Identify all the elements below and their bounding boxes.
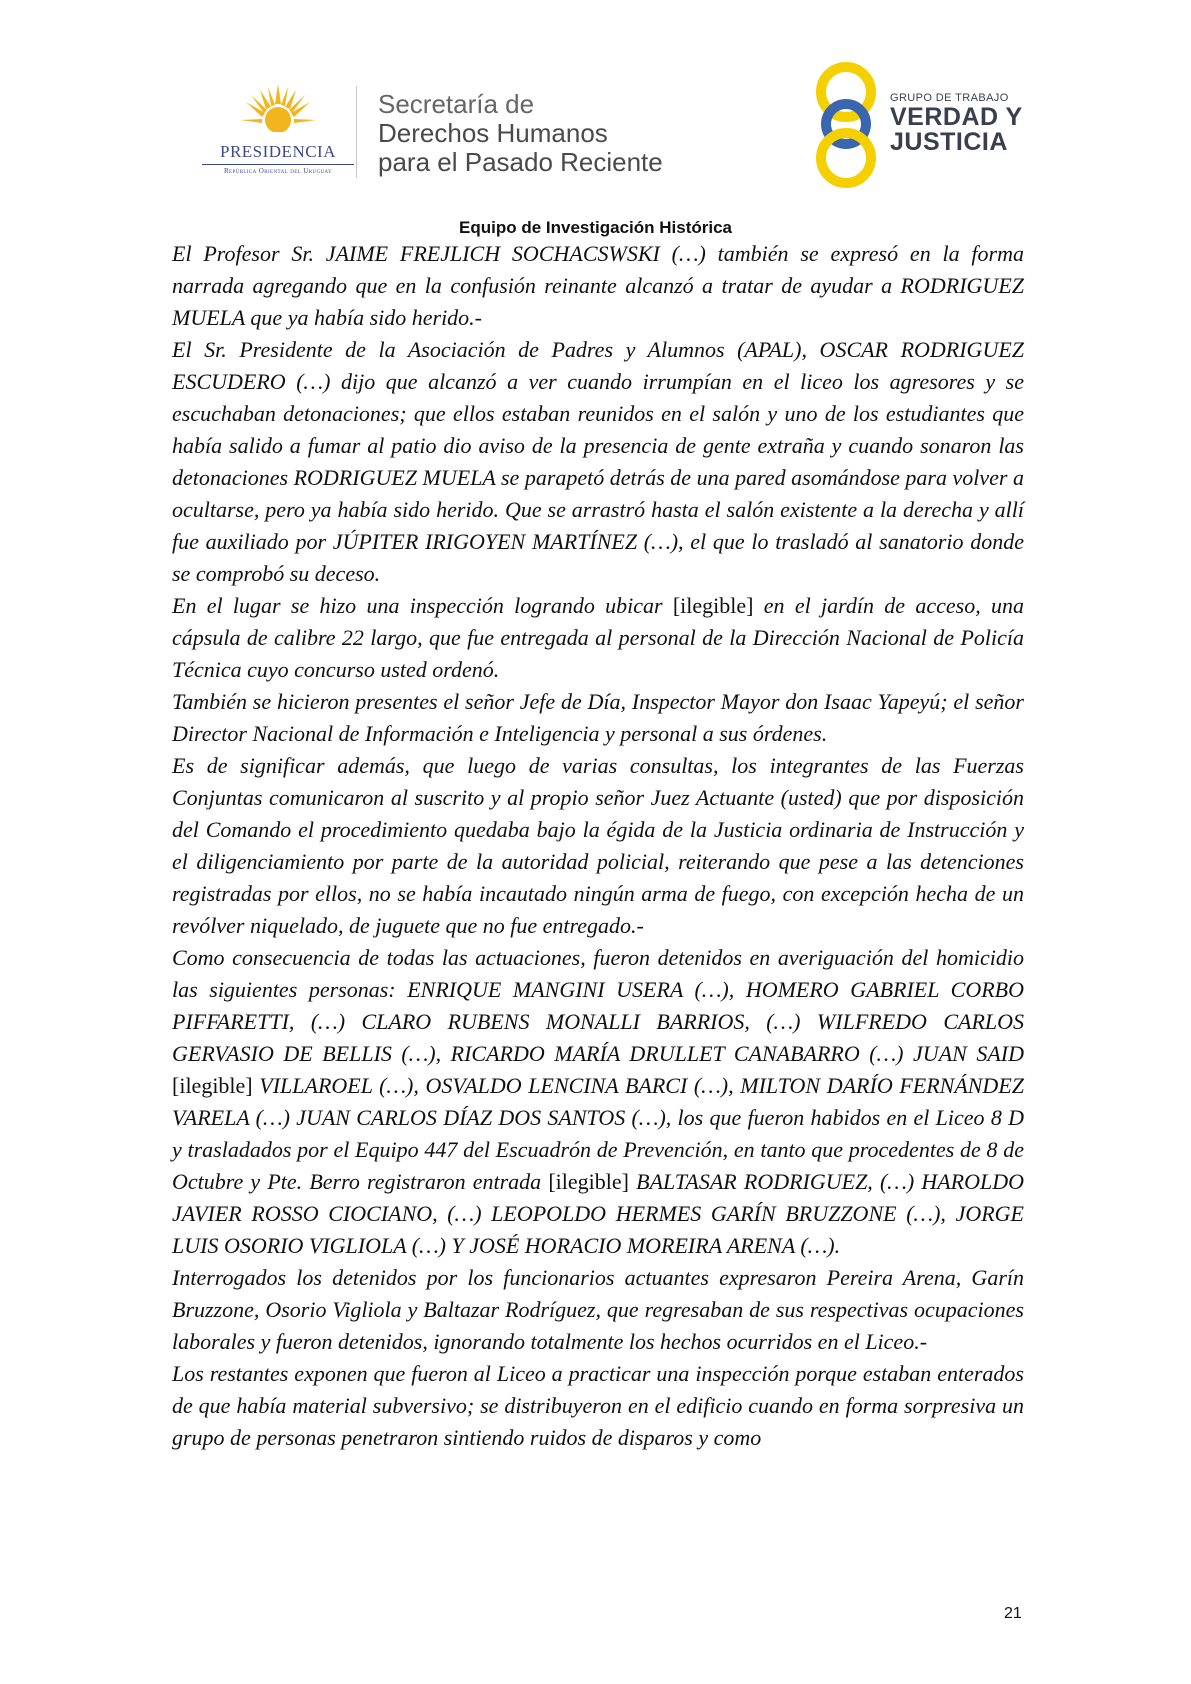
- paragraph-text: Los restantes exponen que fueron al Liceo a practicar una inspección porque estaban enterados de que había material subversivo; se distribuyeron en el edificio cuando en forma sorpresiva un grupo de personas penetraron sintiendo ruidos de disparos y como: [172, 1361, 1024, 1450]
- presidencia-divider: [202, 164, 354, 165]
- grupo-line-3: JUSTICIA: [890, 128, 1008, 156]
- page-number: 21: [1004, 1605, 1022, 1622]
- illegible-marker: [ilegible]: [172, 1073, 253, 1098]
- presidencia-logo: [198, 82, 358, 182]
- document-header: [0, 0, 1191, 215]
- paragraph-text: VILLAROEL (…), OSVALDO LENCINA BARCI (…), MILTON DARÍO FERNÁNDEZ VARELA (…) JUAN CARLOS DÍAZ DOS SANTOS (…), los que fueron habidos en el Liceo 8 D y trasladados por el Equipo 447 del Escuadrón de Prevención, en tanto que procedentes de 8 de Octubre y Pte. Berro registraron entrada: [172, 1073, 1024, 1194]
- paragraph-text: En el lugar se hizo una inspección logrando ubicar: [172, 593, 673, 618]
- paragraph-text: El Profesor Sr. JAIME FREJLICH SOCHACSWSKI (…) también se expresó en la forma narrada agregando que en la confusión reinante alcanzó a tratar de ayudar a RODRIGUEZ MUELA que ya había sido herido.-: [172, 241, 1024, 330]
- paragraph: [172, 1358, 1024, 1454]
- paragraph-text: El Sr. Presidente de la Asociación de Padres y Alumnos (APAL), OSCAR RODRIGUEZ ESCUDERO (…) dijo que alcanzó a ver cuando irrumpían en el liceo los agresores y se escuchaban detonaciones; que ellos estaban reunidos en el salón y uno de los estudiantes que había salido a fumar al patio dio aviso de la presencia de gente extraña y cuando sonaron las detonaciones RODRIGUEZ MUELA se parapetó detrás de una pared asomándose para volver a ocultarse, pero ya había sido herido. Que se arrastró hasta el salón existente a la derecha y allí fue auxiliado por JÚPITER IRIGOYEN MARTÍNEZ (…), el que lo trasladó al sanatorio donde se comprobó su deceso.: [172, 337, 1024, 586]
- team-title: Equipo de Investigación Histórica: [459, 218, 732, 237]
- paragraph-text: También se hicieron presentes el señor Jefe de Día, Inspector Mayor don Isaac Yapeyú; el señor Director Nacional de Información e Inteligencia y personal a sus órdenes.: [172, 689, 1024, 746]
- paragraph-text: Interrogados los detenidos por los funcionarios actuantes expresaron Pereira Arena, Garín Bruzzone, Osorio Vigliola y Baltazar Rodríguez, que regresaban de sus respectivas ocupaciones laborales y fueron detenidos, ignorando totalmente los hechos ocurridos en el Liceo.-: [172, 1265, 1024, 1354]
- paragraph: [172, 590, 1024, 686]
- presidencia-title: PRESIDENCIA: [219, 142, 336, 161]
- linked-rings-icon: [810, 62, 890, 192]
- document-body: [172, 238, 1024, 1454]
- verdad-justicia-logo: [810, 62, 1040, 192]
- paragraph-text: BALTASAR RODRIGUEZ, (…) HAROLDO JAVIER ROSSO CIOCIANO, (…) LEOPOLDO HERMES GARÍN BRUZZONE (…), JORGE LUIS OSORIO VIGLIOLA (…) Y JOSÉ HORACIO MOREIRA ARENA (…).: [172, 1169, 1024, 1258]
- illegible-marker: [ilegible]: [672, 593, 754, 618]
- presidencia-subtitle: República Oriental del Uruguay: [223, 167, 333, 175]
- paragraph-text: en el jardín de acceso, una cápsula de calibre 22 largo, que fue entregada al personal de la Dirección Nacional de Policía Técnica cuyo concurso usted ordenó.: [172, 593, 1025, 682]
- paragraph: [172, 942, 1024, 1262]
- illegible-marker: [ilegible]: [548, 1169, 629, 1194]
- grupo-line-1: GRUPO DE TRABAJO: [890, 92, 1009, 104]
- paragraph-text: Es de significar además, que luego de varias consultas, los integrantes de las Fuerzas Conjuntas comunicaron al suscrito y al propio señor Juez Actuante (usted) que por disposición del Comando el procedimiento quedaba bajo la égida de la Justicia ordinaria de Instrucción y el diligenciamiento por parte de la autoridad policial, reiterando que pese a las detenciones registradas por ellos, no se había incautado ningún arma de fuego, con excepción hecha de un revólver niquelado, de juguete que no fue entregado.-: [172, 753, 1024, 938]
- paragraph: [172, 334, 1024, 590]
- sun-emblem-icon: [240, 82, 316, 144]
- paragraph: [172, 1262, 1024, 1358]
- paragraph: [172, 686, 1024, 750]
- paragraph: [172, 238, 1024, 334]
- paragraph-text: Como consecuencia de todas las actuaciones, fueron detenidos en averiguación del homicidio las siguientes personas: ENRIQUE MANGINI USERA (…), HOMERO GABRIEL CORBO PIFFARETTI, (…) CLARO RUBENS MONALLI BARRIOS, (…) WILFREDO CARLOS GERVASIO DE BELLIS (…), RICARDO MARÍA DRULLET CANABARRO (…) JUAN SAID: [172, 945, 1024, 1066]
- secretaria-logo-text: [378, 90, 663, 177]
- secretaria-line-2: Derechos Humanos: [378, 118, 608, 148]
- grupo-line-2: VERDAD Y: [890, 103, 1023, 131]
- paragraph: [172, 750, 1024, 942]
- verdad-justicia-text: [890, 92, 1023, 155]
- header-divider: [356, 86, 357, 178]
- secretaria-line-3: para el Pasado Reciente: [378, 147, 663, 177]
- secretaria-line-1: Secretaría de: [378, 89, 535, 119]
